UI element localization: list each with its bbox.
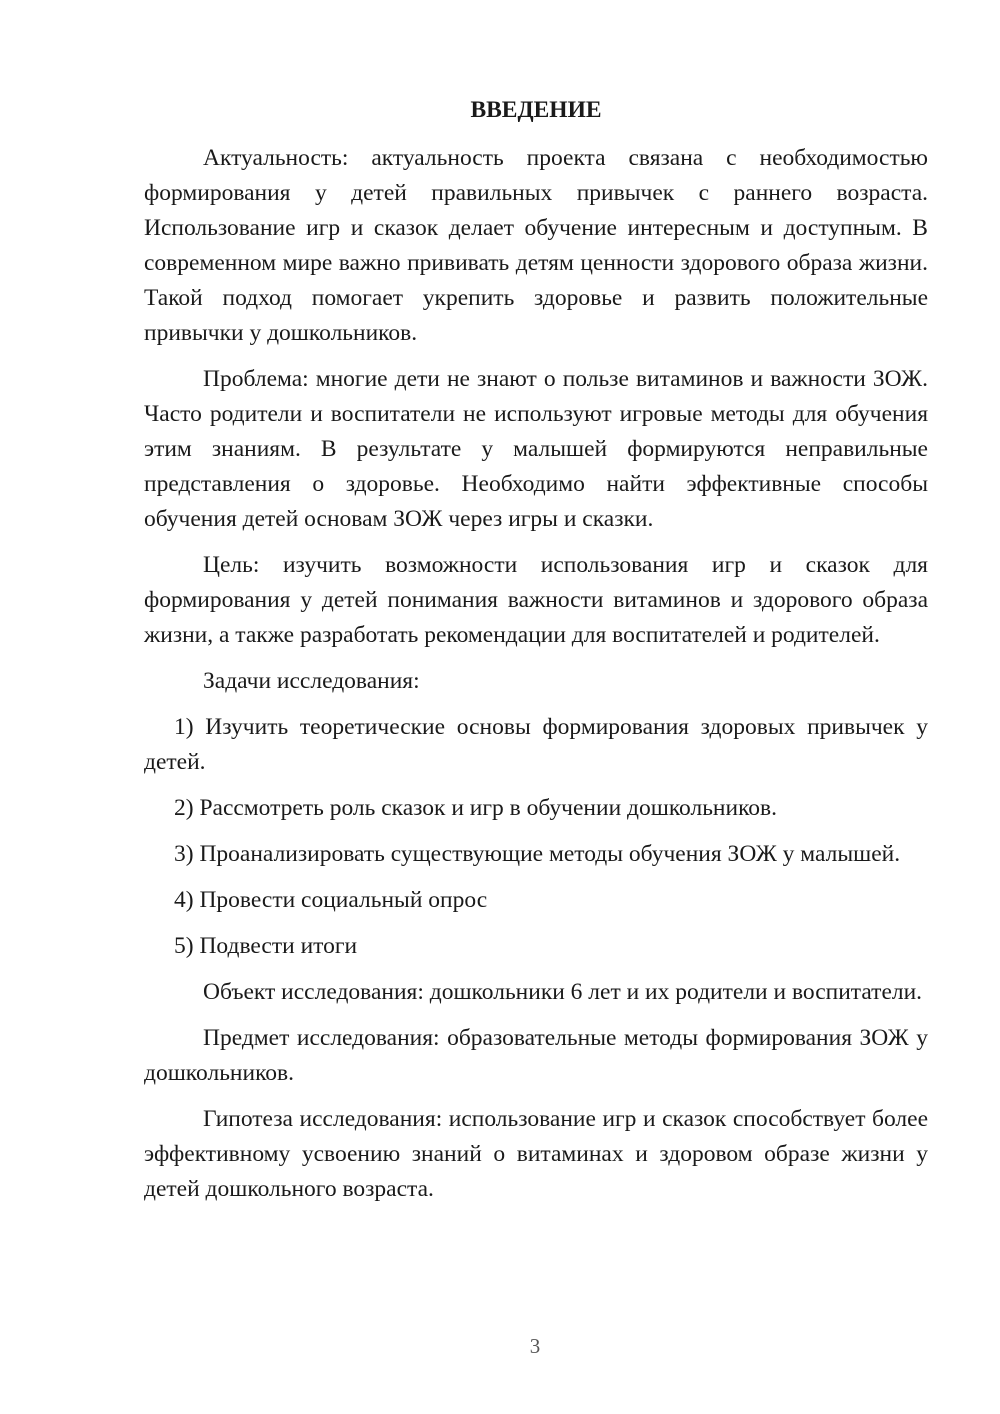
task-item: 3) Проанализировать существующие методы обучения ЗОЖ у малышей. bbox=[174, 841, 901, 867]
subject-paragraph: Предмет исследования: образовательные методы формирования ЗОЖ у дошкольников. bbox=[144, 1025, 928, 1086]
task-item: 2) Рассмотреть роль сказок и игр в обучении дошкольников. bbox=[174, 795, 778, 821]
goal-paragraph: Цель: изучить возможности использования игр и сказок для формирования у детей понимания важности витаминов и здорового образа жизни, а также разработать рекомендации для воспитателей и родителей. bbox=[144, 552, 928, 648]
problem-paragraph: Проблема: многие дети не знают о пользе витаминов и важности ЗОЖ. Часто родители и воспитатели не используют игровые методы для обучения этим знаниям. В результате у малышей формируются неправильные представления о здоровье. Необходимо найти эффективные способы обучения детей основам ЗОЖ через игры и сказки. bbox=[144, 366, 928, 532]
object-paragraph: Объект исследования: дошкольники 6 лет и их родители и воспитатели. bbox=[203, 979, 923, 1005]
tasks-heading: Задачи исследования: bbox=[203, 668, 420, 694]
task-item: 5) Подвести итоги bbox=[174, 933, 358, 959]
relevance-paragraph: Актуальность: актуальность проекта связана с необходимостью формирования у детей правильных привычек с раннего возраста. Использование игр и сказок делает обучение интересным и доступным. В современном мире важно прививать детям ценности здорового образа жизни. Такой подход помогает укрепить здоровье и развить положительные привычки у дошкольников. bbox=[144, 145, 928, 346]
page-content bbox=[144, 93, 928, 1218]
section-title: ВВЕДЕНИЕ bbox=[470, 97, 602, 123]
task-item: 1) Изучить теоретические основы формирования здоровых привычек у детей. bbox=[144, 714, 928, 775]
page-number: 3 bbox=[529, 1334, 541, 1358]
hypothesis-paragraph: Гипотеза исследования: использование игр и сказок способствует более эффективному усвоению знаний о витаминах и здоровом образе жизни у детей дошкольного возраста. bbox=[144, 1106, 928, 1202]
task-item: 4) Провести социальный опрос bbox=[174, 887, 488, 913]
